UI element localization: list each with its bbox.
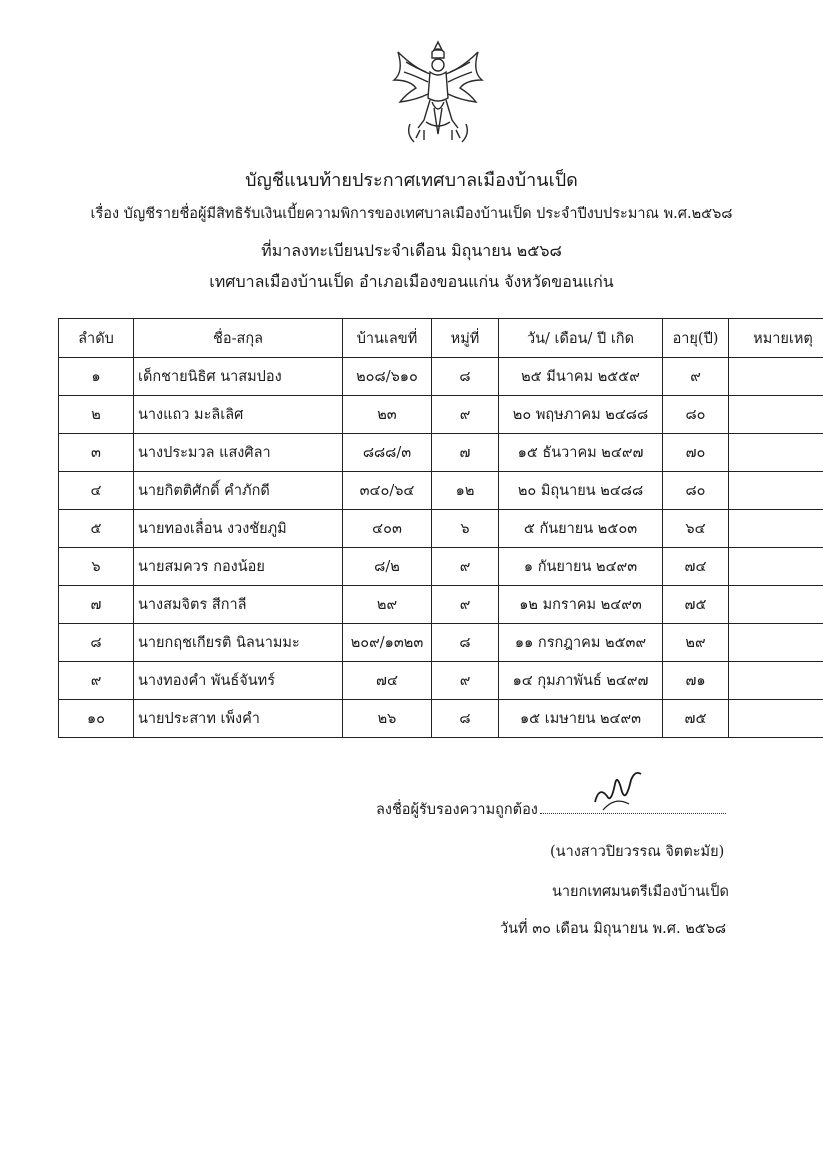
cell-name: นายกฤชเกียรติ นิลนามมะ [134,624,343,662]
col-header-house: บ้านเลขที่ [343,319,432,358]
location-line: เทศบาลเมืองบ้านเป็ด อำเภอเมืองขอนแก่น จังหวัดขอนแก่น [209,272,614,291]
table-row [59,434,823,472]
cell-moo: ๗ [432,434,499,472]
table-header-row [59,319,823,358]
table-row [59,396,823,434]
cell-moo: ๙ [432,586,499,624]
cell-no: ๓ [59,434,134,472]
cell-note [729,358,823,396]
cell-age: ๖๔ [663,510,729,548]
cell-no: ๑๐ [59,700,134,738]
table-row [59,358,823,396]
cell-note [729,662,823,700]
cell-no: ๙ [59,662,134,700]
col-header-age: อายุ(ปี) [663,319,729,358]
cell-house: ๘/๒ [343,548,432,586]
col-header-birth: วัน/ เดือน/ ปี เกิด [499,319,663,358]
cell-birth: ๑๑ กรกฎาคม ๒๕๓๙ [499,624,663,662]
subject-line: เรื่อง บัญชีรายชื่อผู้มีสิทธิรับเงินเบี้ยความพิการของเทศบาลเมืองบ้านเป็ด ประจำปีงบประมาณ พ.ศ.๒๕๖๘ [90,206,733,222]
cell-note [729,586,823,624]
cell-age: ๗๕ [663,586,729,624]
cell-name: นางสมจิตร สีกาลี [134,586,343,624]
col-header-moo: หมู่ที่ [432,319,499,358]
cell-age: ๘๐ [663,396,729,434]
cell-note [729,434,823,472]
cell-note [729,700,823,738]
cell-name: นางประมวล แสงศิลา [134,434,343,472]
cell-birth: ๒๐ พฤษภาคม ๒๔๘๘ [499,396,663,434]
cell-age: ๗๔ [663,548,729,586]
cell-house: ๒๖ [343,700,432,738]
cell-note [729,548,823,586]
cell-note [729,624,823,662]
table-row [59,510,823,548]
signature-dotted-line [540,801,726,814]
page-title: บัญชีแนบท้ายประกาศเทศบาลเมืองบ้านเป็ด [245,170,578,191]
table-row [59,700,823,738]
beneficiary-table [58,318,823,738]
cell-birth: ๑๒ มกราคม ๒๔๙๓ [499,586,663,624]
table-row [59,472,823,510]
garuda-emblem-icon [386,38,490,148]
cell-birth: ๑๕ เมษายน ๒๔๙๓ [499,700,663,738]
cell-name: นายสมควร กองน้อย [134,548,343,586]
cell-name: เด็กชายนิธิศ นาสมปอง [134,358,343,396]
cell-house: ๔๐๓ [343,510,432,548]
cell-moo: ๘ [432,700,499,738]
cell-age: ๙ [663,358,729,396]
cell-age: ๗๐ [663,434,729,472]
signer-name: (นางสาวปิยวรรณ จิตตะมัย) [550,844,725,860]
cell-birth: ๑ กันยายน ๒๔๙๓ [499,548,663,586]
cell-house: ๒๙ [343,586,432,624]
cell-name: นายประสาท เพ็งคำ [134,700,343,738]
signer-position: นายกเทศมนตรีเมืองบ้านเป็ด [552,884,729,900]
cell-moo: ๑๒ [432,472,499,510]
cell-birth: ๒๕ มีนาคม ๒๕๕๙ [499,358,663,396]
cell-no: ๘ [59,624,134,662]
table-row [59,548,823,586]
col-header-name: ชื่อ-สกุล [134,319,343,358]
cell-moo: ๘ [432,358,499,396]
cell-house: ๗๔ [343,662,432,700]
cell-moo: ๙ [432,662,499,700]
cell-moo: ๖ [432,510,499,548]
cell-note [729,396,823,434]
cell-age: ๗๕ [663,700,729,738]
cell-moo: ๘ [432,624,499,662]
signature-label: ลงชื่อผู้รับรองความถูกต้อง [376,802,538,818]
table-row [59,586,823,624]
cell-age: ๒๙ [663,624,729,662]
cell-birth: ๒๐ มิถุนายน ๒๔๘๘ [499,472,663,510]
cell-name: นางทองคำ พันธ์จันทร์ [134,662,343,700]
cell-moo: ๙ [432,396,499,434]
cell-age: ๘๐ [663,472,729,510]
cell-no: ๒ [59,396,134,434]
col-header-no: ลำดับ [59,319,134,358]
cell-name: นางแถว มะลิเลิศ [134,396,343,434]
cell-house: ๘๘๘/๓ [343,434,432,472]
cell-house: ๓๔๐/๖๔ [343,472,432,510]
cell-name: นายกิตติศักดิ์ คำภักดี [134,472,343,510]
cell-name: นายทองเลื่อน งวงชัยภูมิ [134,510,343,548]
table-row [59,624,823,662]
cell-note [729,472,823,510]
cell-house: ๒๐๘/๖๑๐ [343,358,432,396]
cell-birth: ๑๕ ธันวาคม ๒๔๙๗ [499,434,663,472]
cell-moo: ๙ [432,548,499,586]
signature-date: วันที่ ๓๐ เดือน มิถุนายน พ.ศ. ๒๕๖๘ [500,921,727,937]
cell-house: ๒๐๙/๑๓๒๓ [343,624,432,662]
signature-line [376,798,726,821]
cell-age: ๗๑ [663,662,729,700]
cell-note [729,510,823,548]
cell-birth: ๑๔ กุมภาพันธ์ ๒๔๙๗ [499,662,663,700]
cell-no: ๑ [59,358,134,396]
table-row [59,662,823,700]
cell-no: ๗ [59,586,134,624]
cell-no: ๕ [59,510,134,548]
cell-no: ๖ [59,548,134,586]
cell-no: ๔ [59,472,134,510]
cell-house: ๒๓ [343,396,432,434]
col-header-note: หมายเหตุ [729,319,823,358]
registration-line: ที่มาลงทะเบียนประจำเดือน มิถุนายน ๒๕๖๘ [261,241,562,260]
cell-birth: ๕ กันยายน ๒๕๐๓ [499,510,663,548]
